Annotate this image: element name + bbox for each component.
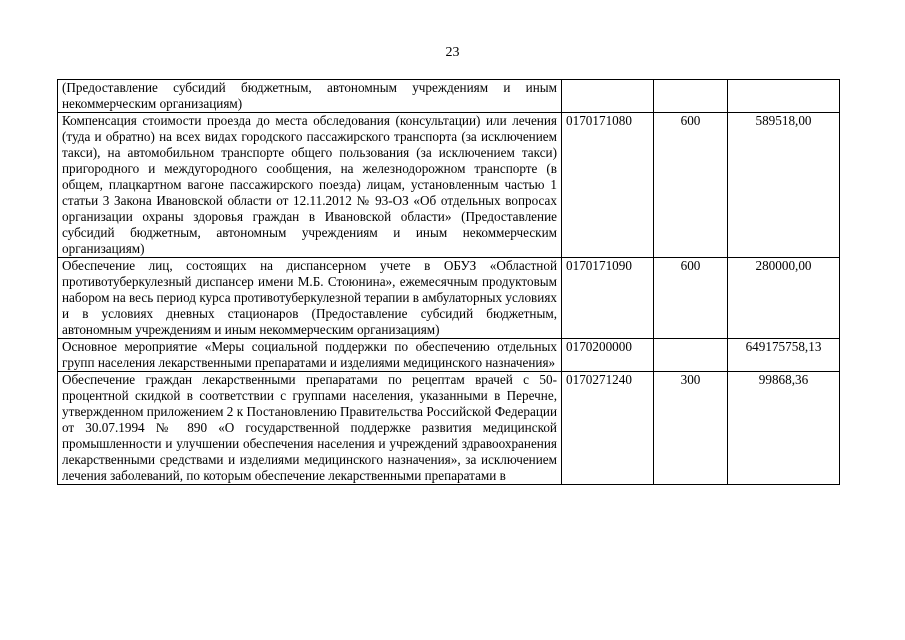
row-expense-type — [654, 80, 728, 113]
row-text: Обеспечение граждан лекарственными препаратами по рецептам врачей с 50-процентной скидкой в соответствии с группами населения, указанными в Перечне, утвержденном приложением 2 к Постановлению Правительства Российской Федерации от 30.07.1994 № 890 «О государственной поддержке развития медицинской промышленности и улучшении обеспечения населения и учреждений здравоохранения лекарственными средствами и изделиями медицинского назначения», за исключением лечения заболеваний, по которым обеспечение лекарственными препаратами в — [58, 372, 562, 485]
row-text: (Предоставление субсидий бюджетным, автономным учреждениям и иным некоммерческим организациям) — [58, 80, 562, 113]
table-row — [58, 372, 840, 485]
row-expense-type: 600 — [654, 113, 728, 258]
row-code: 0170171090 — [562, 258, 654, 339]
row-code: 0170200000 — [562, 339, 654, 372]
row-code: 0170271240 — [562, 372, 654, 485]
row-expense-type: 300 — [654, 372, 728, 485]
row-code: 0170171080 — [562, 113, 654, 258]
row-text: Компенсация стоимости проезда до места обследования (консультации) или лечения (туда и обратно) на всех видах городского пассажирского транспорта (за исключением такси), на автомобильном транспорте общего пользования (за исключением такси) пригородного и междугородного сообщения, на железнодорожном транспорте (в общем, плацкартном вагоне пассажирского поезда) лицам, установленным частью 1 статьи 3 Закона Ивановской области от 12.11.2012 № 93-ОЗ «Об отдельных вопросах организации охраны здоровья граждан в Ивановской области» (Предоставление субсидий бюджетным, автономным учреждениям и иным некоммерческим организациям) — [58, 113, 562, 258]
row-expense-type — [654, 339, 728, 372]
row-code — [562, 80, 654, 113]
row-sum: 99868,36 — [728, 372, 840, 485]
table-row — [58, 80, 840, 113]
budget-table — [57, 79, 840, 485]
row-text: Основное мероприятие «Меры социальной поддержки по обеспечению отдельных групп населения лекарственными препаратами и изделиями медицинского назначения» — [58, 339, 562, 372]
table-row — [58, 258, 840, 339]
page-number: 23 — [445, 45, 460, 60]
table-row — [58, 113, 840, 258]
row-sum: 280000,00 — [728, 258, 840, 339]
row-expense-type: 600 — [654, 258, 728, 339]
row-text: Обеспечение лиц, состоящих на диспансерном учете в ОБУЗ «Областной противотуберкулезный диспансер имени М.Б. Стоюнина», ежемесячным продуктовым набором на весь период курса противотуберкулезной терапии в амбулаторных условиях и в условиях дневных стационаров (Предоставление субсидий бюджетным, автономным учреждениям и иным некоммерческим организациям) — [58, 258, 562, 339]
row-sum: 649175758,13 — [728, 339, 840, 372]
table-row — [58, 339, 840, 372]
row-sum: 589518,00 — [728, 113, 840, 258]
row-sum — [728, 80, 840, 113]
